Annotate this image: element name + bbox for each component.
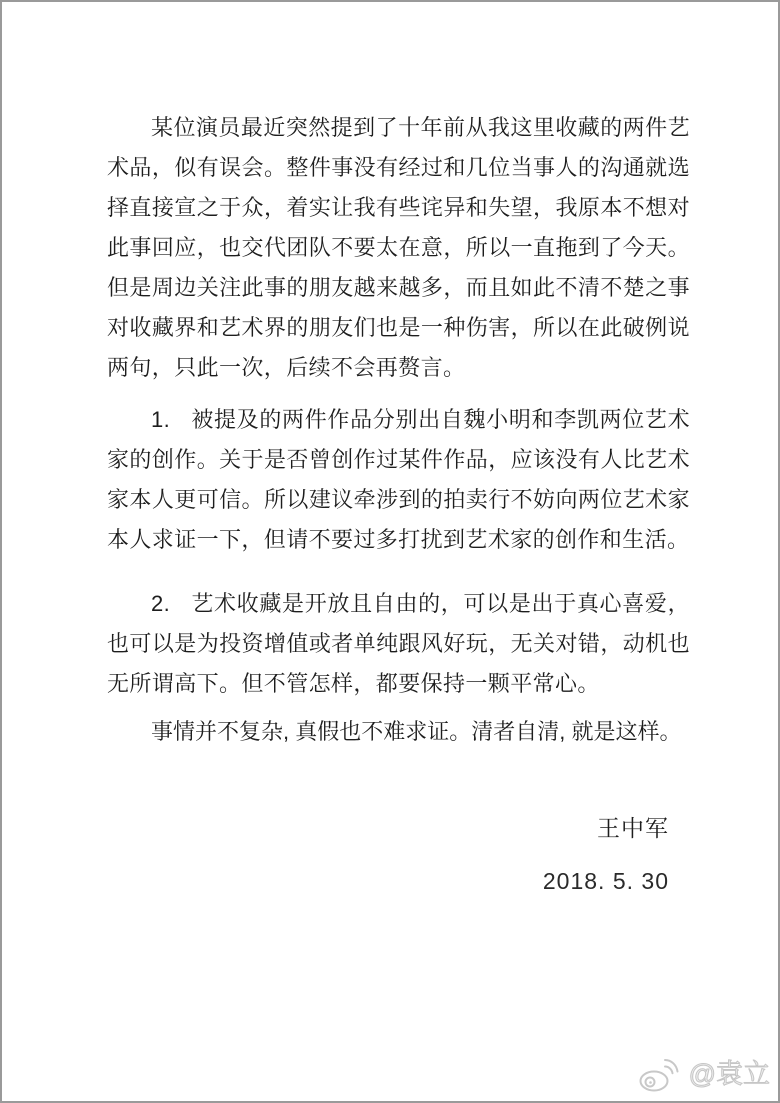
- paragraph-closing: 事情并不复杂, 真假也不难求证。清者自清, 就是这样。: [151, 719, 682, 744]
- list-number-2: 2.: [151, 591, 171, 616]
- signature-name: 王中军: [597, 815, 669, 841]
- paragraph-intro: 某位演员最近突然提到了十年前从我这里收藏的两件艺术品，似有误会。整件事没有经过和几位当事人的沟通就选择直接宣之于众，着实让我有些诧异和失望，我原本不想对此事回应，也交代团队不要太在意，所以一直拖到了今天。但是周边关注此事的朋友越来越多，而且如此不清不楚之事对收藏界和艺术界的朋友们也是一种伤害，所以在此破例说两句，只此一次，后续不会再赘言。: [107, 115, 690, 380]
- watermark: [637, 1055, 770, 1093]
- paragraph-point-1: [107, 400, 690, 560]
- paragraph-point-1-text: 被提及的两件作品分别出自魏小明和李凯两位艺术家的创作。关于是否曾创作过某件作品，应该没有人比艺术家本人更可信。所以建议牵涉到的拍卖行不妨向两位艺术家本人求证一下，但请不要过多打扰到艺术家的创作和生活。: [107, 407, 690, 552]
- list-number-1: 1.: [151, 407, 171, 432]
- signature-date: 2018. 5. 30: [542, 868, 669, 894]
- paragraph-point-2-text: 艺术收藏是开放且自由的，可以是出于真心喜爱，也可以是为投资增值或者单纯跟风好玩，无关对错，动机也无所谓高下。但不管怎样，都要保持一颗平常心。: [107, 591, 690, 696]
- paragraph-point-2: [107, 584, 690, 704]
- weibo-icon: [637, 1055, 684, 1093]
- watermark-handle: @袁立: [688, 1058, 770, 1089]
